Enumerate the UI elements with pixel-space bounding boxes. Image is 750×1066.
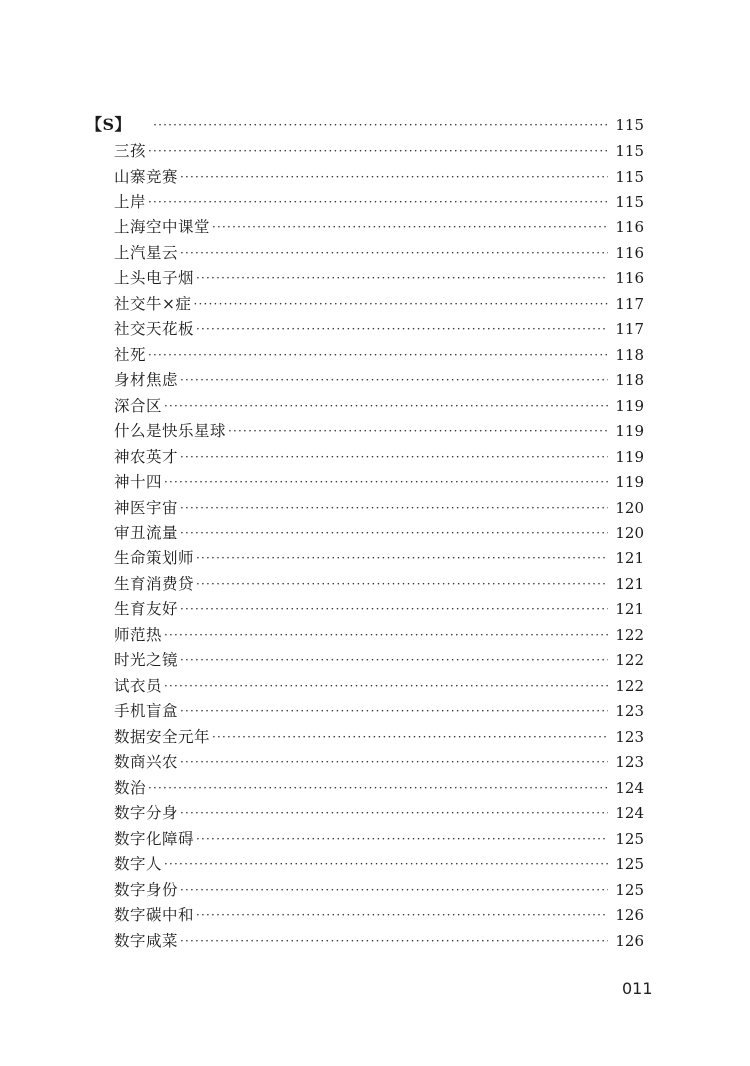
page-number: 121 bbox=[615, 549, 644, 567]
entry-label: 师范热 bbox=[114, 626, 163, 644]
page-number: 123 bbox=[615, 753, 644, 771]
dot-leader bbox=[228, 418, 608, 444]
dot-leader bbox=[164, 393, 608, 419]
page-number: 116 bbox=[615, 218, 644, 236]
toc-entry bbox=[114, 775, 644, 801]
toc-entry bbox=[114, 749, 644, 775]
entry-label: 社死 bbox=[114, 346, 147, 364]
entry-label: 上岸 bbox=[114, 193, 147, 211]
dot-leader bbox=[164, 469, 608, 495]
dot-leader bbox=[196, 545, 608, 571]
dot-leader bbox=[180, 520, 608, 546]
toc-entry bbox=[114, 800, 644, 826]
page-number: 125 bbox=[615, 855, 644, 873]
page-number: 126 bbox=[615, 932, 644, 950]
dot-leader bbox=[196, 902, 608, 928]
toc-entry bbox=[114, 291, 644, 317]
entry-label: 三孩 bbox=[114, 142, 147, 160]
entry-label: 数据安全元年 bbox=[114, 728, 211, 746]
toc-entry bbox=[114, 826, 644, 852]
toc-entry bbox=[114, 520, 644, 546]
page-number: 121 bbox=[615, 600, 644, 618]
page-number: 126 bbox=[615, 906, 644, 924]
section-label: 【S】 bbox=[86, 115, 132, 134]
entry-label: 什么是快乐星球 bbox=[114, 422, 227, 440]
page-number: 122 bbox=[615, 651, 644, 669]
page-number: 119 bbox=[615, 448, 644, 466]
dot-leader bbox=[212, 724, 608, 750]
toc-entry bbox=[114, 240, 644, 266]
entry-label: 审丑流量 bbox=[114, 524, 179, 542]
entry-label: 上头电子烟 bbox=[114, 269, 195, 287]
dot-leader bbox=[196, 826, 608, 852]
toc-entry bbox=[114, 877, 644, 903]
entry-label: 试衣员 bbox=[114, 677, 163, 695]
entry-label: 手机盲盒 bbox=[114, 702, 179, 720]
page-number: 117 bbox=[615, 320, 644, 338]
page-number: 118 bbox=[615, 346, 644, 364]
dot-leader bbox=[164, 851, 608, 877]
toc-entry bbox=[114, 367, 644, 393]
dot-leader bbox=[180, 164, 608, 190]
entry-label: 山寨竞赛 bbox=[114, 168, 179, 186]
dot-leader bbox=[148, 138, 608, 164]
toc-entry bbox=[114, 673, 644, 699]
dot-leader bbox=[180, 596, 608, 622]
toc-entry bbox=[114, 164, 644, 190]
dot-leader bbox=[196, 265, 608, 291]
dot-leader bbox=[180, 749, 608, 775]
entry-label: 上汽星云 bbox=[114, 244, 179, 262]
page-number: 120 bbox=[615, 524, 644, 542]
toc-entry bbox=[114, 469, 644, 495]
page-number: 119 bbox=[615, 473, 644, 491]
toc-entry bbox=[114, 545, 644, 571]
entry-label: 数字咸菜 bbox=[114, 932, 179, 950]
dot-leader bbox=[180, 928, 608, 954]
dot-leader bbox=[196, 316, 608, 342]
dot-leader bbox=[148, 342, 608, 368]
toc-entry bbox=[114, 724, 644, 750]
page-folio-number: 011 bbox=[622, 979, 653, 998]
dot-leader bbox=[180, 698, 608, 724]
toc-entry bbox=[114, 902, 644, 928]
toc-entry bbox=[114, 698, 644, 724]
page-number: 125 bbox=[615, 830, 644, 848]
entry-label: 数治 bbox=[114, 779, 147, 797]
entry-label: 数字人 bbox=[114, 855, 163, 873]
entry-label: 生育消费贷 bbox=[114, 575, 195, 593]
page-number: 121 bbox=[615, 575, 644, 593]
page-number: 116 bbox=[615, 244, 644, 262]
page-number: 118 bbox=[615, 371, 644, 389]
entry-label: 生命策划师 bbox=[114, 549, 195, 567]
entry-label: 神十四 bbox=[114, 473, 163, 491]
dot-leader bbox=[180, 367, 608, 393]
toc-entry bbox=[114, 393, 644, 419]
entry-label: 社交天花板 bbox=[114, 320, 195, 338]
dot-leader bbox=[196, 571, 608, 597]
toc-entry bbox=[114, 851, 644, 877]
page-number: 120 bbox=[615, 499, 644, 517]
page-number: 124 bbox=[615, 804, 644, 822]
page-number: 119 bbox=[615, 397, 644, 415]
toc-entry bbox=[114, 138, 644, 164]
entry-label: 时光之镜 bbox=[114, 651, 179, 669]
page-number: 115 bbox=[615, 142, 644, 160]
dot-leader bbox=[164, 622, 608, 648]
toc-entry bbox=[114, 444, 644, 470]
dot-leader bbox=[180, 877, 608, 903]
toc-section-heading bbox=[86, 112, 644, 138]
entry-label: 社交牛×症 bbox=[114, 295, 192, 313]
dot-leader bbox=[148, 189, 608, 215]
toc-entry bbox=[114, 418, 644, 444]
entry-label: 上海空中课堂 bbox=[114, 218, 211, 236]
entry-label: 数字分身 bbox=[114, 804, 179, 822]
dot-leader bbox=[148, 775, 608, 801]
toc-entry bbox=[114, 265, 644, 291]
toc-entry bbox=[114, 342, 644, 368]
entry-label: 神医宇宙 bbox=[114, 499, 179, 517]
toc-entry bbox=[114, 647, 644, 673]
entry-label: 数字身份 bbox=[114, 881, 179, 899]
page-number: 125 bbox=[615, 881, 644, 899]
dot-leader bbox=[180, 240, 608, 266]
dot-leader bbox=[164, 673, 608, 699]
page-number: 115 bbox=[615, 168, 644, 186]
dot-leader bbox=[194, 291, 609, 317]
page-number: 123 bbox=[615, 702, 644, 720]
toc-entry bbox=[114, 495, 644, 521]
page-number: 116 bbox=[615, 269, 644, 287]
page-number: 119 bbox=[615, 422, 644, 440]
toc-entry bbox=[114, 622, 644, 648]
toc-entry bbox=[114, 928, 644, 954]
entry-label: 数商兴农 bbox=[114, 753, 179, 771]
toc-entry bbox=[114, 214, 644, 240]
entry-label: 深合区 bbox=[114, 397, 163, 415]
page-number: 122 bbox=[615, 626, 644, 644]
page-number: 124 bbox=[615, 779, 644, 797]
entry-label: 生育友好 bbox=[114, 600, 179, 618]
entry-label: 神农英才 bbox=[114, 448, 179, 466]
page-number: 123 bbox=[615, 728, 644, 746]
dot-leader bbox=[153, 112, 608, 138]
entry-label: 身材焦虑 bbox=[114, 371, 179, 389]
page-number: 115 bbox=[615, 193, 644, 211]
toc-entry bbox=[114, 596, 644, 622]
dot-leader bbox=[212, 214, 608, 240]
page-number: 115 bbox=[615, 116, 644, 134]
page-number: 122 bbox=[615, 677, 644, 695]
toc-entry bbox=[114, 571, 644, 597]
page-number: 117 bbox=[615, 295, 644, 313]
dot-leader bbox=[180, 495, 608, 521]
dot-leader bbox=[180, 800, 608, 826]
entry-label: 数字碳中和 bbox=[114, 906, 195, 924]
toc-entry bbox=[114, 316, 644, 342]
entry-label: 数字化障碍 bbox=[114, 830, 195, 848]
dot-leader bbox=[180, 647, 608, 673]
toc-entry bbox=[114, 189, 644, 215]
dot-leader bbox=[180, 444, 608, 470]
